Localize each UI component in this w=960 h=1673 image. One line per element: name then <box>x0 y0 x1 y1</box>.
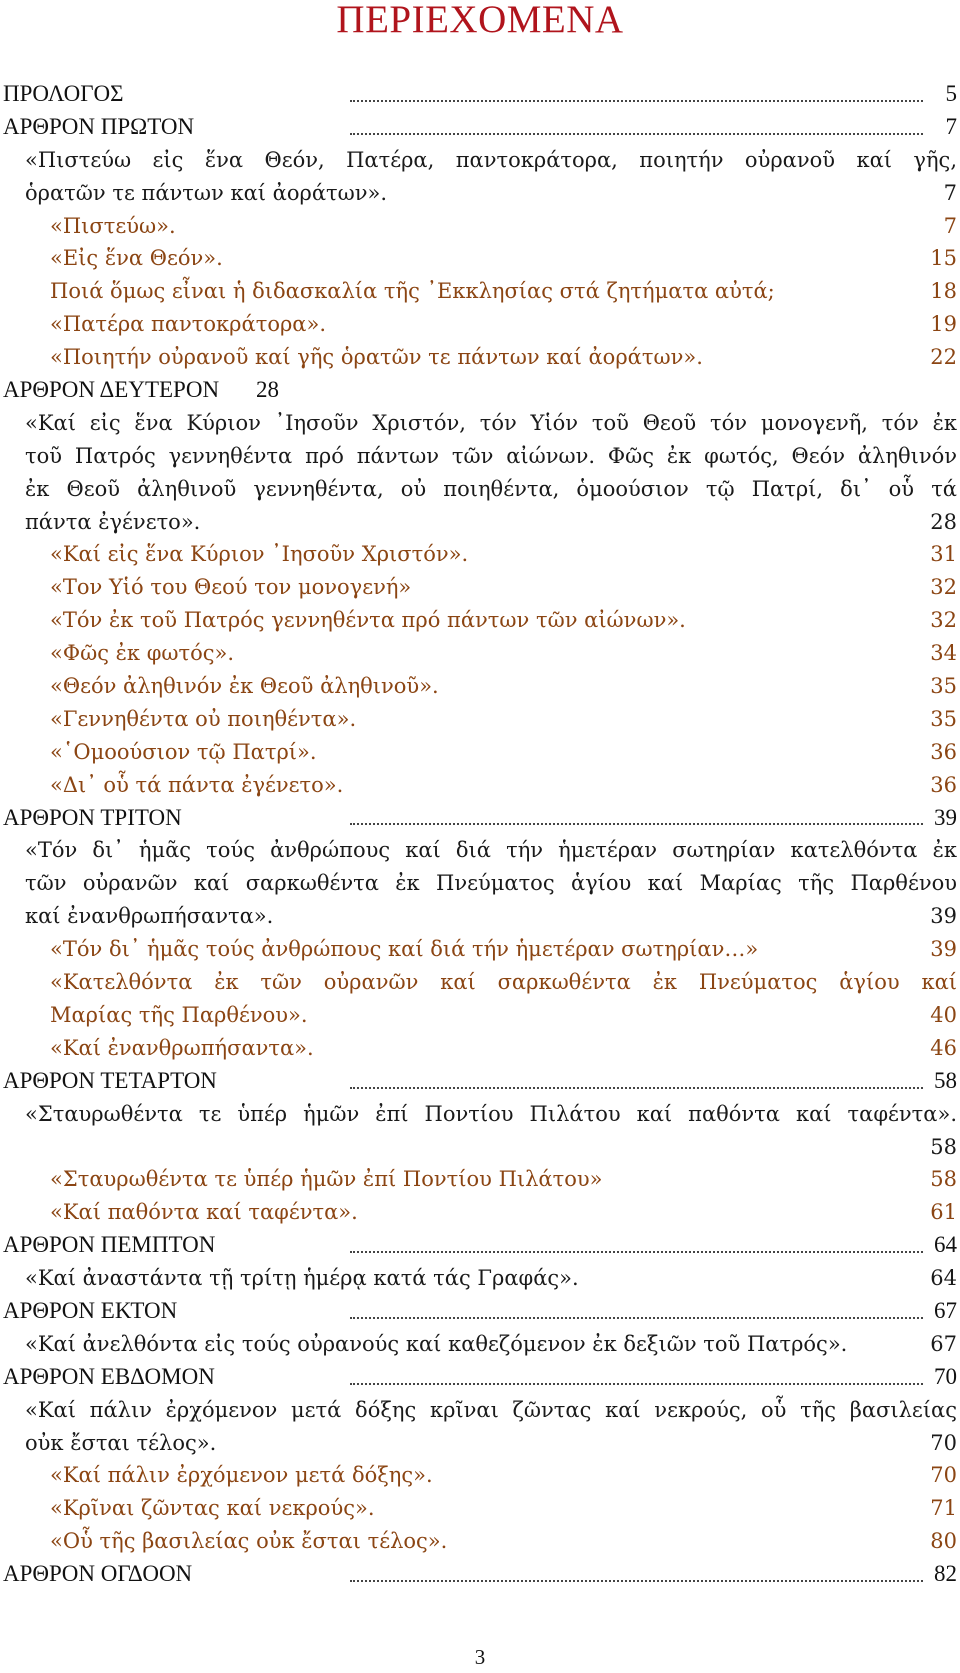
toc-entry-text: «Οὗ τῆς βασιλείας οὐκ ἔσται τέλος». <box>50 1529 448 1554</box>
toc-subsection-line[interactable] <box>0 966 960 999</box>
toc-entry-text: «Πιστεύω εἰς ἕνα Θεόν, Πατέρα, παντοκράτορα, ποιητήν οὐρανοῦ καί γῆς, <box>25 147 957 172</box>
dot-leader <box>350 1087 923 1089</box>
toc-entry-text: «Κρῖναι ζῶντας καί νεκρούς». <box>50 1496 375 1521</box>
toc-subsection-line[interactable] <box>0 703 960 736</box>
toc-page-number: 70 <box>933 1361 957 1394</box>
toc-article-entry[interactable] <box>0 1295 960 1328</box>
toc-page-number: 64 <box>930 1266 957 1291</box>
toc-creed-line[interactable] <box>0 473 960 506</box>
toc-creed-line[interactable] <box>0 1427 960 1460</box>
toc-article-entry[interactable] <box>0 78 960 111</box>
toc-entry-text: ἐκ Θεοῦ ἀληθινοῦ γεννηθέντα, οὐ ποιηθέντα, ὁμοούσιον τῷ Πατρί, δι᾽ οὗ τά <box>25 476 957 501</box>
toc-page-number: 82 <box>933 1558 957 1591</box>
toc-entry-text: «Καί ἀναστάντα τῇ τρίτῃ ἡμέρᾳ κατά τάς Γραφάς». <box>25 1266 579 1291</box>
toc-creed-line[interactable] <box>0 1328 960 1361</box>
toc-page-number: 67 <box>930 1331 957 1356</box>
toc-article-title: ΑΡΘΡΟΝ ΤΕΤΑΡΤΟΝ <box>3 1067 217 1093</box>
toc-page-number: 46 <box>930 1035 957 1060</box>
toc-article-entry[interactable] <box>0 1229 960 1262</box>
toc-subsection-line[interactable] <box>0 1032 960 1065</box>
toc-entry-text: πάντα ἐγένετο». <box>25 509 201 534</box>
toc-article-title: ΑΡΘΡΟΝ ΕΒΔΟΜΟΝ <box>3 1363 215 1389</box>
toc-entry-text: οὐκ ἔσται τέλος». <box>25 1430 217 1455</box>
dot-leader <box>350 100 923 102</box>
toc-entry-text: «Πιστεύω». <box>50 213 176 238</box>
toc-entry-text: τῶν οὐρανῶν καί σαρκωθέντα ἐκ Πνεύματος ἁγίου καί Μαρίας τῆς Παρθένου <box>25 871 957 896</box>
toc-entry-text: «Τόν δι᾽ ἡμᾶς τούς ἀνθρώπους καί διά τήν ἡμετέραν σωτηρίαν…» <box>50 937 759 962</box>
toc-creed-line[interactable] <box>0 900 960 933</box>
toc-page-number: 35 <box>930 674 957 699</box>
toc-subsection-line[interactable] <box>0 571 960 604</box>
toc-subsection-line[interactable] <box>0 1492 960 1525</box>
toc-page-number: 5 <box>945 78 958 111</box>
toc-article-entry[interactable] <box>0 1065 960 1098</box>
toc-page-number: 71 <box>930 1496 957 1521</box>
dot-leader <box>350 1580 923 1582</box>
toc-page-number: 58 <box>930 1167 957 1192</box>
toc-entry-text: «Σταυρωθέντα τε ὑπέρ ἡμῶν ἐπί Ποντίου Πιλάτου» <box>50 1167 603 1192</box>
toc-entry-text: Μαρίας τῆς Παρθένου». <box>50 1002 308 1027</box>
toc-page-number: 7 <box>943 213 957 238</box>
toc-page-number: 36 <box>930 772 957 797</box>
toc-article-title: ΑΡΘΡΟΝ ΠΡΩΤΟΝ <box>3 113 195 139</box>
toc-creed-line[interactable] <box>0 1394 960 1427</box>
toc-creed-line[interactable] <box>0 407 960 440</box>
toc-page-number: 39 <box>930 937 957 962</box>
toc-page-number: 64 <box>933 1229 957 1262</box>
toc-page-number: 70 <box>930 1463 957 1488</box>
toc-subsection-line[interactable] <box>0 210 960 243</box>
toc-page-number: 28 <box>255 374 279 407</box>
toc-page-number: 34 <box>930 641 957 666</box>
toc-subsection-line[interactable] <box>0 308 960 341</box>
toc-creed-line[interactable] <box>0 1262 960 1295</box>
toc-page-number: 40 <box>930 1002 957 1027</box>
toc-entry-text: «Τόν δι᾽ ἡμᾶς τούς ἀνθρώπους καί διά τήν ἡμετέραν σωτηρίαν κατελθόντα ἐκ <box>25 838 957 863</box>
toc-article-entry[interactable] <box>0 1361 960 1394</box>
toc-article-title: ΑΡΘΡΟΝ ΔΕΥΤΕΡΟΝ <box>3 377 220 403</box>
toc-page-number: 80 <box>930 1529 957 1554</box>
toc-subsection-line[interactable] <box>0 999 960 1032</box>
toc-subsection-line[interactable] <box>0 341 960 374</box>
toc-entry-text: «Σταυρωθέντα τε ὑπέρ ἡμῶν ἐπί Ποντίου Πιλάτου καί παθόντα καί ταφέντα». <box>25 1101 957 1126</box>
toc-entry-text: «Καί ἐνανθρωπήσαντα». <box>50 1035 314 1060</box>
toc-creed-line[interactable] <box>0 834 960 867</box>
toc-article-entry[interactable] <box>0 374 960 407</box>
toc-entry-text: καί ἐνανθρωπήσαντα». <box>25 904 274 929</box>
dot-leader <box>350 823 923 825</box>
toc-page-number: 28 <box>930 509 957 534</box>
toc-entry-text: «Καί εἰς ἕνα Κύριον ᾽Ιησοῦν Χριστόν». <box>50 542 469 567</box>
toc-page-number: 58 <box>933 1065 957 1098</box>
toc-article-entry[interactable] <box>0 111 960 144</box>
toc-page-number: 36 <box>930 739 957 764</box>
page-title: ΠΕΡΙΕΧΟΜΕΝΑ <box>336 0 624 41</box>
toc-subsection-line[interactable] <box>0 1196 960 1229</box>
toc-page-number: 32 <box>930 608 957 633</box>
toc-entry-text: «Καί πάλιν ἐρχόμενον μετά δόξης». <box>50 1463 433 1488</box>
toc-entry-text: ὁρατῶν τε πάντων καί ἀοράτων». <box>25 180 388 205</box>
toc-entry-text: Ποιά ὅμως εἶναι ἡ διδασκαλία τῆς ᾽Εκκλησίας στά ζητήματα αὐτά; <box>50 279 775 304</box>
toc-page-number: 15 <box>930 246 957 271</box>
page-number: 3 <box>474 1645 486 1669</box>
toc-entry-text: «Γεννηθέντα οὐ ποιηθέντα». <box>50 706 357 731</box>
toc-entry-text: «Τον Υἱό του Θεού τον μονογενή» <box>50 575 412 600</box>
dot-leader <box>350 1383 923 1385</box>
toc-creed-line[interactable] <box>0 506 960 539</box>
toc-page-number: 39 <box>930 904 957 929</box>
toc-subsection-line[interactable] <box>0 769 960 802</box>
toc-subsection-line[interactable] <box>0 736 960 769</box>
toc-page-number: 7 <box>943 180 957 205</box>
toc-article-title: ΑΡΘΡΟΝ ΟΓΔΟΟΝ <box>3 1561 193 1587</box>
toc-page-number: 7 <box>945 111 958 144</box>
toc-page-number: 61 <box>930 1200 957 1225</box>
toc-article-title: ΑΡΘΡΟΝ ΤΡΙΤΟΝ <box>3 804 182 830</box>
dot-leader <box>350 133 923 135</box>
toc-entry-text: «Δι᾽ οὗ τά πάντα ἐγένετο». <box>50 772 344 797</box>
toc-subsection-line[interactable] <box>0 1163 960 1196</box>
toc-article-entry[interactable] <box>0 1558 960 1591</box>
toc-entry-text: «Φῶς ἐκ φωτός». <box>50 641 235 666</box>
toc-subsection-line[interactable] <box>0 604 960 637</box>
toc-subsection-line[interactable] <box>0 275 960 308</box>
toc-entry-text: «Καί παθόντα καί ταφέντα». <box>50 1200 358 1225</box>
toc-article-title: ΑΡΘΡΟΝ ΠΕΜΠΤΟΝ <box>3 1232 216 1258</box>
toc-page-number: 18 <box>930 279 957 304</box>
toc-entry-text: «Θεόν ἀληθινόν ἐκ Θεοῦ ἀληθινοῦ». <box>50 674 439 699</box>
toc-creed-line[interactable] <box>0 867 960 900</box>
toc-page-number: 22 <box>930 345 957 370</box>
toc-page-number: 70 <box>930 1430 957 1455</box>
toc-creed-line[interactable] <box>0 144 960 177</box>
toc-page-number: 58 <box>930 1134 957 1159</box>
toc-page-number: 35 <box>930 706 957 731</box>
toc-page-number: 67 <box>933 1295 957 1328</box>
toc-entry-text: «Καί πάλιν ἐρχόμενον μετά δόξης κρῖναι ζῶντας καί νεκρούς, οὗ τῆς βασιλείας <box>25 1397 957 1422</box>
toc-entry-text: «Ποιητήν οὐρανοῦ καί γῆς ὁρατῶν τε πάντων καί ἀοράτων». <box>50 345 703 370</box>
toc-subsection-line[interactable] <box>0 933 960 966</box>
toc-entry-text: «Εἰς ἕνα Θεόν». <box>50 246 223 271</box>
toc-entry-text: «Πατέρα παντοκράτορα». <box>50 312 327 337</box>
toc-subsection-line[interactable] <box>0 538 960 571</box>
toc-entry-text: «Κατελθόντα ἐκ τῶν οὐρανῶν καί σαρκωθέντα ἐκ Πνεύματος ἁγίου καί <box>50 970 957 995</box>
toc-article-entry[interactable] <box>0 802 960 835</box>
toc-creed-line[interactable] <box>0 1098 960 1131</box>
toc-creed-line[interactable] <box>0 440 960 473</box>
toc-creed-line[interactable] <box>0 1131 960 1164</box>
toc-page-number: 32 <box>930 575 957 600</box>
toc-article-title: ΠΡΟΛΟΓΟΣ <box>3 81 124 106</box>
toc-subsection-line[interactable] <box>0 1525 960 1558</box>
toc-subsection-line[interactable] <box>0 1459 960 1492</box>
toc-page-number: 39 <box>933 802 957 835</box>
dot-leader <box>350 1317 923 1319</box>
toc-page-number: 31 <box>930 542 957 567</box>
toc-entry-text: «῾Ομοούσιον τῷ Πατρί». <box>50 739 317 764</box>
toc-subsection-line[interactable] <box>0 637 960 670</box>
toc-entry-text: «Τόν ἐκ τοῦ Πατρός γεννηθέντα πρό πάντων τῶν αἰώνων». <box>50 608 686 633</box>
table-of-contents <box>0 78 960 1591</box>
toc-creed-line[interactable] <box>0 177 960 210</box>
toc-entry-text: τοῦ Πατρός γεννηθέντα πρό πάντων τῶν αἰώνων. Φῶς ἐκ φωτός, Θεόν ἀληθινόν <box>25 443 957 468</box>
toc-page-number: 19 <box>930 312 957 337</box>
toc-entry-text: «Καί ἀνελθόντα εἰς τούς οὐρανούς καί καθεζόμενον ἐκ δεξιῶν τοῦ Πατρός». <box>25 1331 848 1356</box>
toc-subsection-line[interactable] <box>0 242 960 275</box>
toc-article-title: ΑΡΘΡΟΝ ΕΚΤΟΝ <box>3 1297 178 1323</box>
toc-subsection-line[interactable] <box>0 670 960 703</box>
dot-leader <box>350 1251 923 1253</box>
toc-entry-text: «Καί εἰς ἕνα Κύριον ᾽Ιησοῦν Χριστόν, τόν Υἱόν τοῦ Θεοῦ τόν μονογενῆ, τόν ἐκ <box>25 410 957 435</box>
